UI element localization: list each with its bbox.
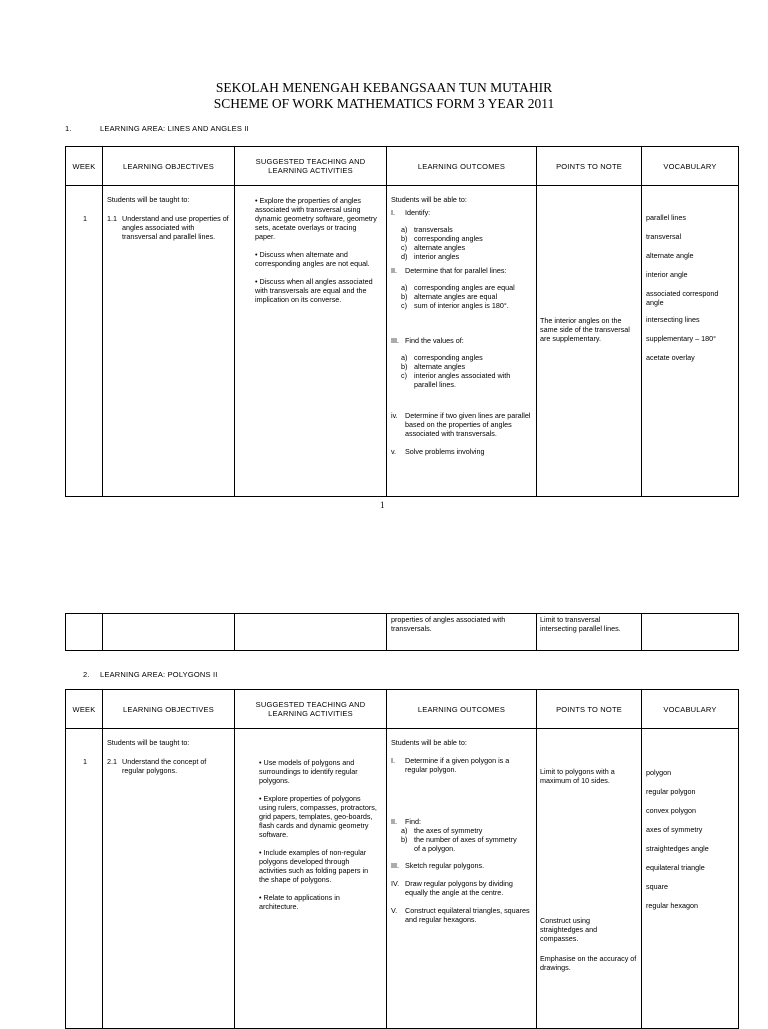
list-item: a) corresponding angles are equal [401, 283, 515, 292]
vocab-item: convex polygon [646, 806, 696, 815]
outcome-ii-list [401, 283, 529, 310]
header-outcomes: LEARNING OUTCOMES [387, 147, 537, 186]
vocab-item: associated correspond angle [646, 289, 719, 307]
outcome-i: I. Identify: [391, 208, 431, 217]
outcome-v: V. Construct equilateral triangles, squares and regular hexagons. [391, 906, 530, 924]
vocab-item: polygon [646, 768, 672, 777]
point-emphasise: Emphasise on the accuracy of drawings. [540, 954, 637, 972]
vocab-item: intersecting lines [646, 315, 700, 324]
point-note: The interior angles on the same side of the transversal are supplementary. [540, 316, 630, 343]
vocab-item: supplementary – 180° [646, 334, 717, 343]
vocabulary-cell [642, 729, 739, 1029]
outcome-ii: II. Find: [391, 817, 421, 826]
week-cell [66, 186, 103, 497]
objectives-cell [103, 186, 235, 497]
continued-outcome: properties of angles associated with transversals. [391, 615, 506, 633]
continued-point-cell [537, 614, 642, 651]
continued-outcome-cell [387, 614, 537, 651]
vocab-item: interior angle [646, 270, 688, 279]
outcome-iv: IV. Draw regular polygons by dividing equally the angle at the centre. [391, 879, 513, 897]
header-week: WEEK [66, 690, 103, 729]
students-taught: Students will be taught to: [107, 738, 190, 747]
students-able: Students will be able to: [391, 738, 467, 747]
activity-item: • Include examples of non-regular polygons developed through activities such as folding papers in the shape of polygons. [259, 848, 378, 884]
objective-text: Understand and use properties of angles associated with transversal and parallel lines. [122, 214, 229, 241]
vocab-item: square [646, 882, 668, 891]
page-number: 1 [380, 500, 385, 510]
outcome-i-list [401, 225, 532, 261]
outcome-iv: iv. Determine if two given lines are parallel based on the properties of angles associated with transversals. [391, 411, 531, 438]
header-objectives: LEARNING OBJECTIVES [103, 690, 235, 729]
header-activities: SUGGESTED TEACHING AND LEARNING ACTIVITIES [235, 690, 387, 729]
list-item: b) alternate angles [401, 362, 466, 371]
activity-item: • Explore the properties of angles associated with transversal using dynamic geometry software, geometry sets, acetate overlays or tracing paper. [255, 196, 378, 241]
week-number: 1 [83, 214, 87, 223]
section2-number: 2. [83, 670, 90, 679]
section2-label: LEARNING AREA: POLYGONS II [100, 670, 218, 679]
outcome-ii: II. Determine that for parallel lines: [391, 266, 507, 275]
activity-item: • Relate to applications in architecture. [259, 893, 378, 911]
objective-1-1 [107, 214, 229, 241]
vocab-item: regular hexagon [646, 901, 698, 910]
outcome-ii-list [401, 826, 521, 853]
scheme-title: SCHEME OF WORK MATHEMATICS FORM 3 YEAR 2011 [213, 96, 555, 111]
header-outcomes: LEARNING OUTCOMES [387, 690, 537, 729]
activities-cell [235, 729, 387, 1029]
vocab-item: alternate angle [646, 251, 694, 260]
polygons-table [65, 689, 739, 1029]
point-limit: Limit to polygons with a maximum of 10 sides. [540, 767, 615, 785]
section1-number: 1. [65, 124, 72, 133]
week-cell [66, 729, 103, 1029]
activity-item: • Discuss when alternate and corresponding angles are not equal. [255, 250, 378, 268]
vocab-item: acetate overlay [646, 353, 695, 362]
vocab-item: equilateral triangle [646, 863, 705, 872]
section1-label: LEARNING AREA: LINES AND ANGLES II [100, 124, 249, 133]
header-activities: SUGGESTED TEACHING AND LEARNING ACTIVITIES [235, 147, 387, 186]
objective-2-1 [107, 757, 229, 775]
objective-number: 2.1 [107, 757, 117, 766]
header-week: WEEK [66, 147, 103, 186]
activity-item: • Explore properties of polygons using rulers, compasses, protractors, grid papers, templates, geo-boards, flash cards and dynamic geometry software. [259, 794, 378, 839]
objectives-cell [103, 729, 235, 1029]
continued-point: Limit to transversal intersecting parallel lines. [540, 615, 621, 633]
points-cell [537, 186, 642, 497]
list-item: c) sum of interior angles is 180°. [401, 301, 509, 310]
outcome-v: v. Solve problems involving [391, 447, 485, 456]
outcome-i: I. Determine if a given polygon is a regular polygon. [391, 756, 510, 774]
week-number: 1 [83, 757, 87, 766]
activities-cell [235, 186, 387, 497]
students-taught: Students will be taught to: [107, 195, 190, 204]
list-item: a) transversals [401, 225, 453, 234]
vocab-item: axes of symmetry [646, 825, 703, 834]
activity-item: • Use models of polygons and surroundings to identify regular polygons. [259, 758, 378, 785]
school-title: SEKOLAH MENENGAH KEBANGSAAN TUN MUTAHIR [215, 80, 553, 95]
header-points: POINTS TO NOTE [537, 147, 642, 186]
outcomes-cell [387, 729, 537, 1029]
header-objectives: LEARNING OBJECTIVES [103, 147, 235, 186]
vocab-item: regular polygon [646, 787, 696, 796]
objective-text: Understand the concept of regular polygons. [122, 757, 207, 775]
outcome-iii-list [401, 353, 521, 389]
list-item: b) the number of axes of symmetry of a polygon. [401, 835, 517, 853]
list-item: c) alternate angles [401, 243, 466, 252]
points-cell [537, 729, 642, 1029]
list-item: d) interior angles [401, 252, 460, 261]
vocab-item: transversal [646, 232, 682, 241]
list-item: b) corresponding angles [401, 234, 483, 243]
vocabulary-cell [642, 186, 739, 497]
continuation-table [65, 613, 739, 651]
header-vocabulary: VOCABULARY [642, 147, 739, 186]
list-item: a) the axes of symmetry [401, 826, 483, 835]
list-item: c) interior angles associated with parallel lines. [401, 371, 511, 389]
objective-number: 1.1 [107, 214, 117, 223]
point-construct: Construct using straightedges and compasses. [540, 916, 598, 943]
lines-angles-table [65, 146, 739, 497]
vocab-item: straightedges angle [646, 844, 709, 853]
header-points: POINTS TO NOTE [537, 690, 642, 729]
outcomes-cell [387, 186, 537, 497]
students-able: Students will be able to: [391, 195, 467, 204]
list-item: a) corresponding angles [401, 353, 483, 362]
outcome-iii: III. Find the values of: [391, 336, 464, 345]
list-item: b) alternate angles are equal [401, 292, 498, 301]
vocab-item: parallel lines [646, 213, 686, 222]
activity-item: • Discuss when all angles associated with transversals are equal and the implication on its converse. [255, 277, 378, 304]
header-vocabulary: VOCABULARY [642, 690, 739, 729]
outcome-iii: III. Sketch regular polygons. [391, 861, 485, 870]
